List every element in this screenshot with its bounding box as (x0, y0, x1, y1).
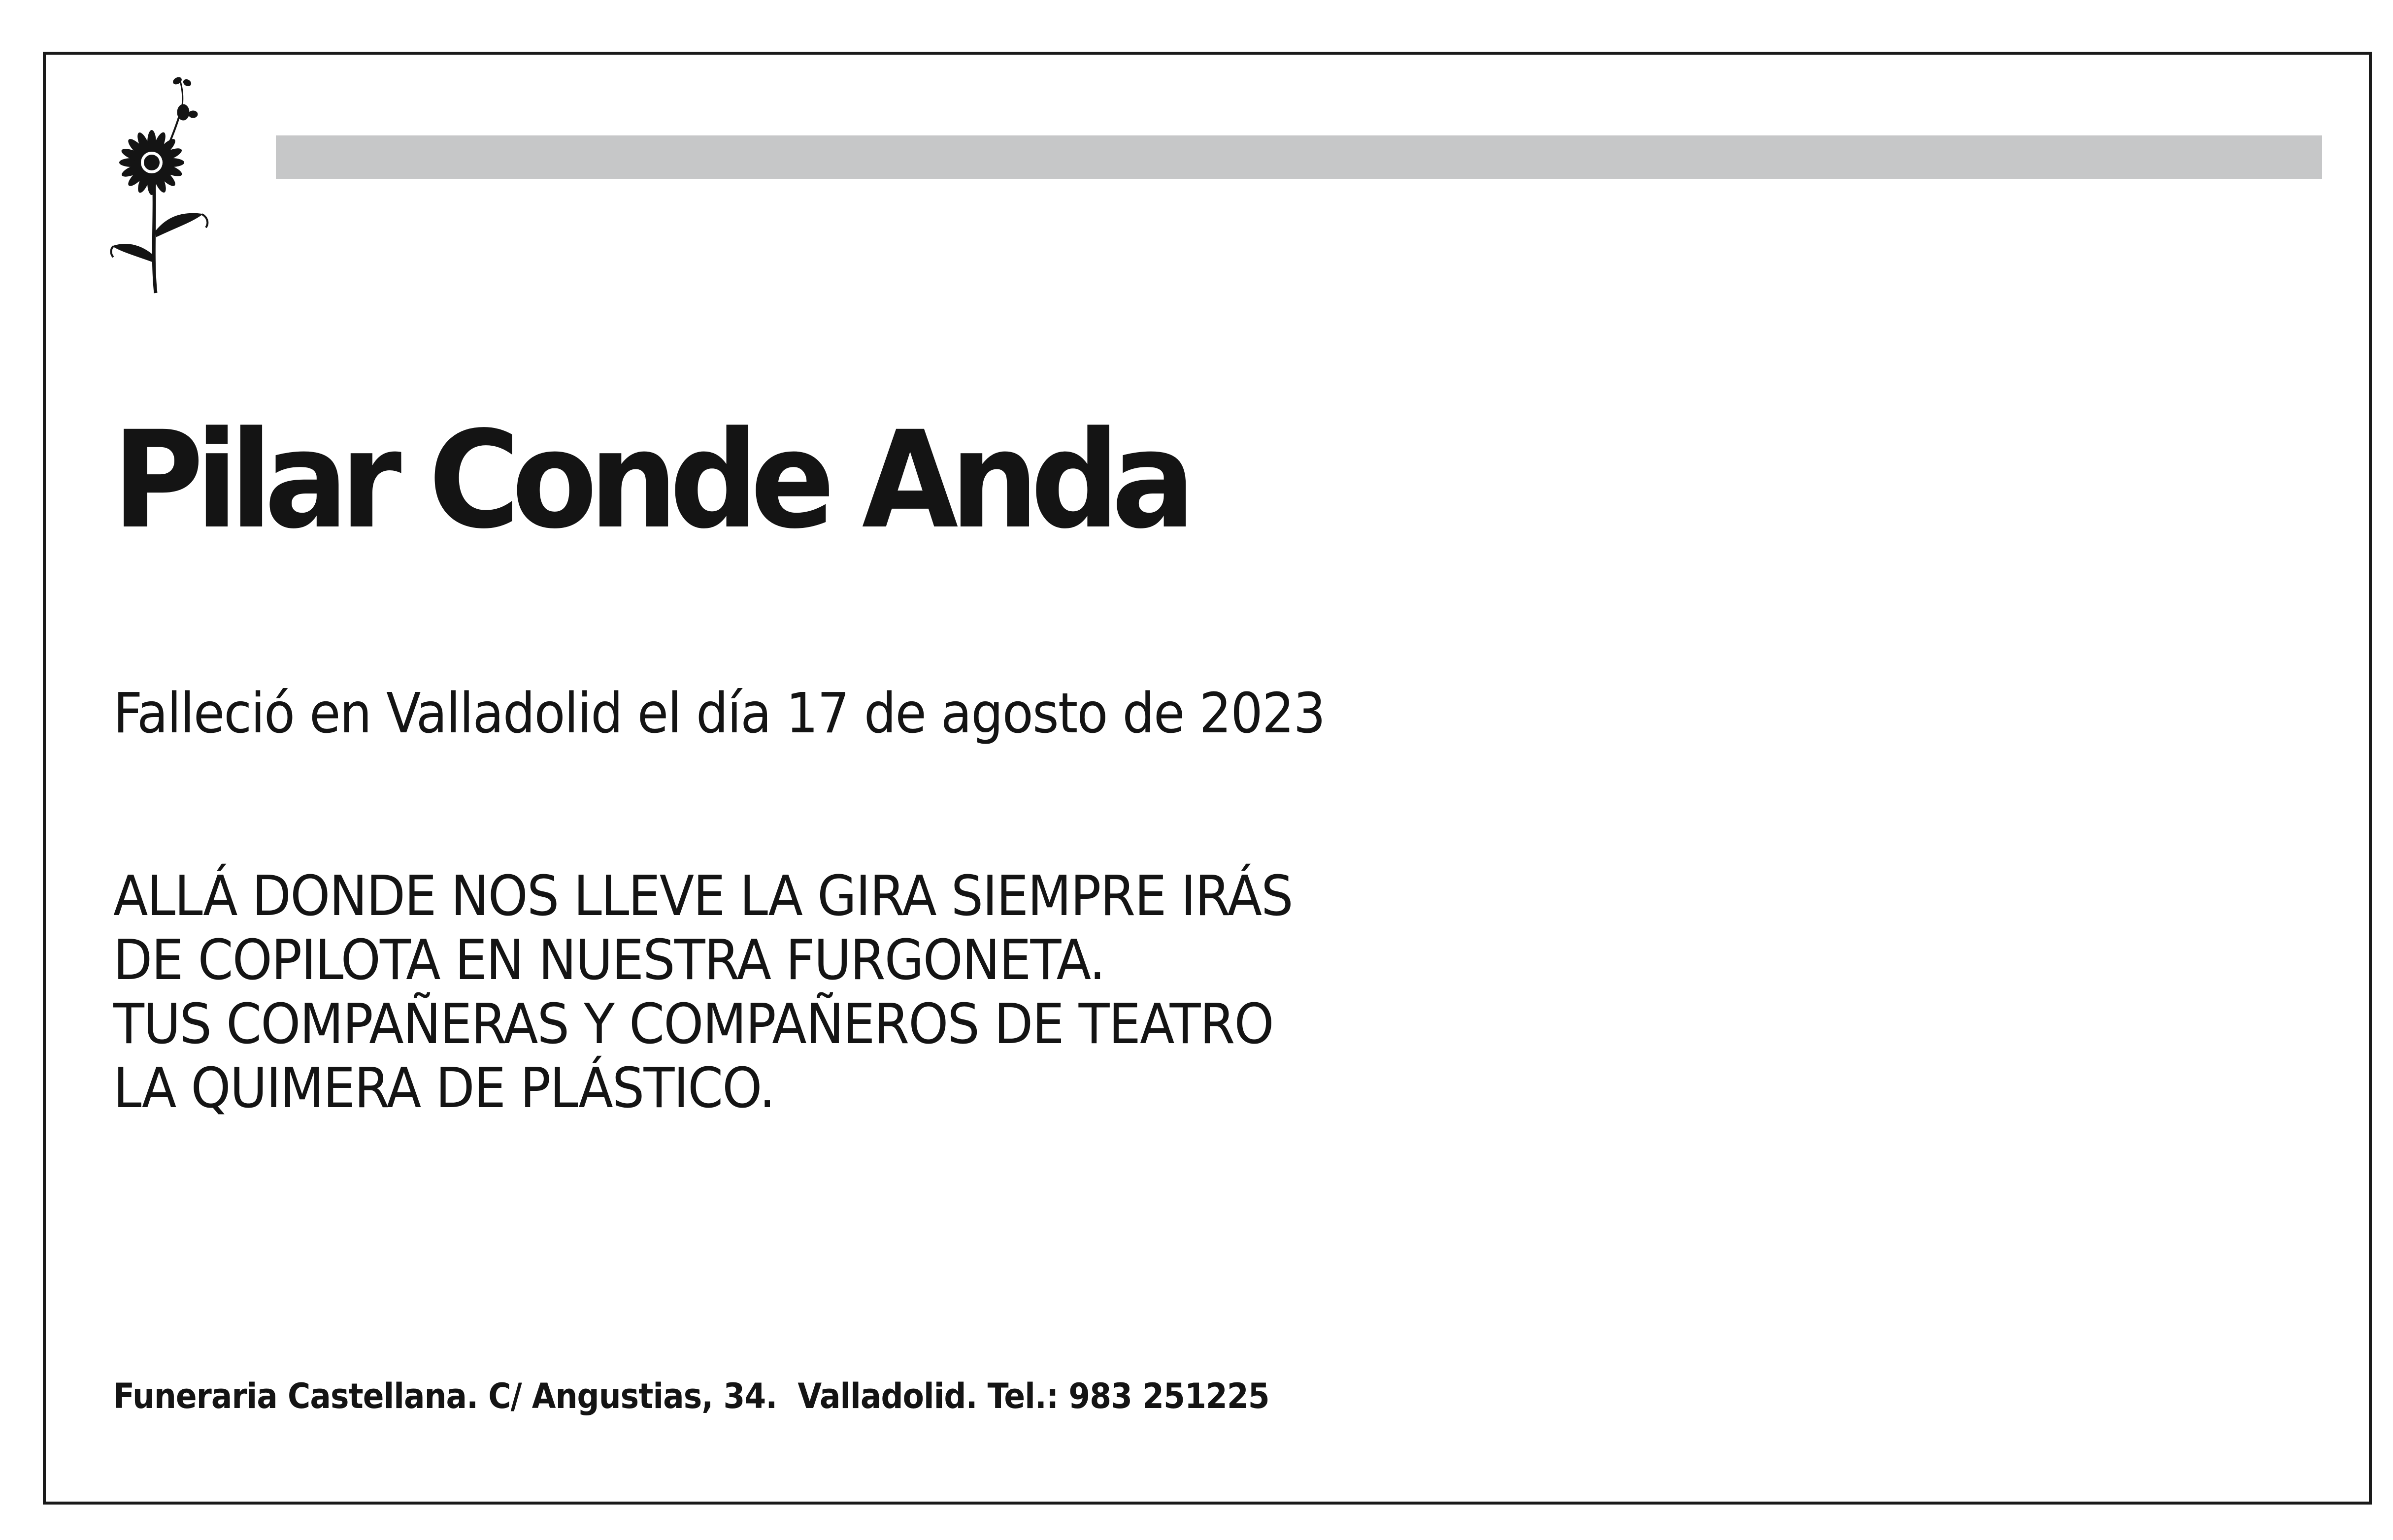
tribute-line: TUS COMPAÑERAS Y COMPAÑEROS DE TEATRO (113, 992, 1273, 1056)
header-bar (276, 135, 2322, 179)
notice-frame (43, 52, 2372, 1505)
tribute-message (113, 864, 1395, 1120)
tribute-line: LA QUIMERA DE PLÁSTICO. (113, 1056, 775, 1120)
death-announcement: Falleció en Valladolid el día 17 de agosto de 2023 (113, 682, 1325, 746)
deceased-name: Pilar Conde Anda (112, 403, 1188, 558)
funeral-home-footer: Funeraria Castellana. C/ Angustias, 34. Valladolid. Tel.: 983 251225 (113, 1376, 1269, 1416)
flower-icon (108, 69, 217, 300)
tribute-line: DE COPILOTA EN NUESTRA FURGONETA. (113, 928, 1105, 992)
tribute-line: ALLÁ DONDE NOS LLEVE LA GIRA SIEMPRE IRÁS (113, 864, 1293, 928)
